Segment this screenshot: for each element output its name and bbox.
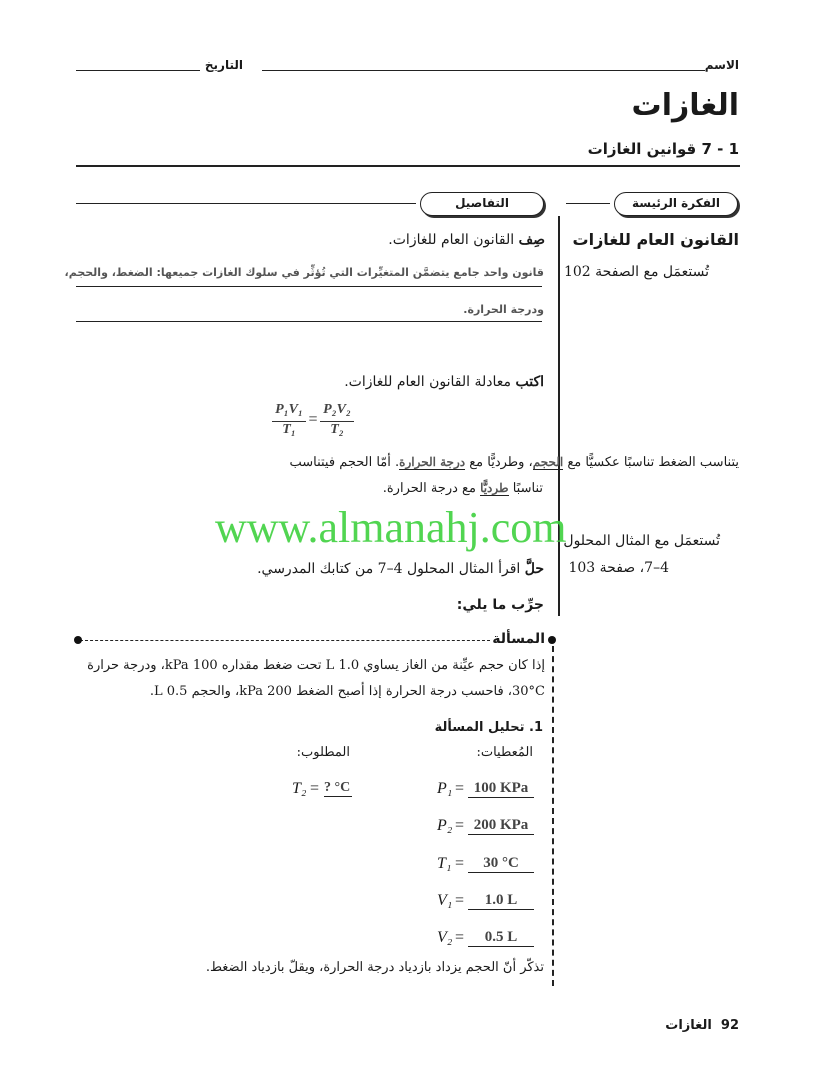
proportion-answer-volume[interactable]: الحجم [532, 455, 564, 469]
describe-answer-line2[interactable]: ودرجة الحرارة. [463, 303, 544, 316]
given-equals: = [455, 892, 465, 909]
main-idea-pill: الفكرة الرئيسة [614, 192, 738, 216]
proportion-text-4: تناسبًا [508, 481, 543, 496]
proportion-answer-direct[interactable]: طرديًّا [480, 481, 509, 495]
watermark: www.almanahj.com [215, 503, 567, 552]
try-prompt: جرِّب ما يلي: [456, 597, 544, 613]
remember-note: تذكّر أنّ الحجم يزداد بازدياد درجة الحرارة، ويقلّ بازدياد الضغط. [205, 960, 544, 975]
proportion-line-2 [383, 481, 543, 496]
details-pill: التفاصيل [420, 192, 544, 216]
problem-dashed-vertical [552, 646, 554, 986]
required-equals: = [310, 780, 320, 797]
given-equals: = [455, 855, 465, 872]
proportion-text-1: يتناسب الضغط تناسبًا عكسيًّا مع [563, 455, 739, 470]
given-value[interactable]: 200 KPa [468, 817, 534, 835]
write-eq-verb: اكتب [515, 374, 544, 390]
problem-line-2: 30°C، فاحسب درجة الحرارة إذا أصبح الضغط 200 kPa، والحجم 0.5 L. [149, 684, 545, 699]
dot-left [74, 636, 82, 644]
proportion-text-5: مع درجة الحرارة. [382, 481, 481, 496]
given-value[interactable]: 0.5 L [468, 929, 534, 947]
eq-left-denominator: T₁ [282, 422, 296, 437]
given-value[interactable]: 100 KPa [468, 780, 534, 798]
given-symbol: P₁ [437, 780, 453, 797]
section-rule [76, 165, 740, 167]
givens-label: المُعطيات: [476, 745, 533, 760]
date-label: التاريخ [204, 58, 243, 72]
proportion-answer-temperature[interactable]: درجة الحرارة [399, 455, 466, 469]
describe-answer-line1[interactable]: قانون واحد جامع يتضمَّن المتغيِّرات التي تُؤثِّر في سلوك الغازات جميعها: الضغط، والحجم، [64, 266, 544, 279]
given-value[interactable]: 1.0 L [468, 892, 534, 910]
footer-chapter: الغازات [665, 1018, 712, 1033]
required-symbol: T₂ [292, 780, 307, 797]
describe-text: القانون العام للغازات. [388, 232, 519, 248]
given-equals: = [455, 929, 465, 946]
write-eq-prompt [344, 374, 544, 390]
problem-line-1: إذا كان حجم عيِّنة من الغاز يساوي 1.0 L تحت ضغط مقداره 100 kPa، ودرجة حرارة [87, 658, 545, 673]
required-label: المطلوب: [296, 745, 350, 760]
given-symbol: P₂ [437, 817, 453, 834]
chapter-title: الغازات [631, 88, 739, 123]
solve-text: اقرأ المثال المحلول 4–7 من كتابك المدرسي. [257, 561, 525, 577]
write-eq-text: معادلة القانون العام للغازات. [344, 374, 516, 390]
solve-prompt [257, 561, 544, 577]
column-divider [558, 216, 560, 616]
main-idea-rule [566, 203, 610, 204]
eq-right-numerator: P₂V₂ [323, 402, 351, 417]
describe-verb: صِف [518, 232, 545, 248]
given-value[interactable]: 30 °C [468, 855, 534, 873]
answer-rule-2 [76, 321, 542, 322]
combined-gas-law-equation [272, 402, 356, 442]
problem-label: المسألة [492, 631, 545, 647]
eq-right-denominator: T₂ [330, 422, 344, 437]
sidebar-use-example-1: تُستعمَل مع المثال المحلول [563, 533, 720, 549]
given-symbol: T₁ [437, 855, 452, 872]
analysis-heading: 1. تحليل المسألة [434, 720, 543, 735]
problem-dashed-rule [80, 640, 490, 641]
answer-rule-1 [76, 286, 542, 287]
describe-prompt [388, 232, 545, 248]
sidebar-use-example-2: 4–7، صفحة 103 [568, 560, 669, 576]
given-symbol: V₁ [437, 892, 453, 909]
section-title: 1 - 7 قوانين الغازات [587, 140, 739, 158]
dot-right [548, 636, 556, 644]
date-line[interactable] [76, 70, 200, 71]
solve-verb: حلَّ [524, 561, 544, 577]
proportion-line-1 [75, 455, 739, 470]
page-number: 92 [720, 1018, 739, 1033]
eq-equals: = [308, 411, 318, 428]
given-equals: = [455, 817, 465, 834]
eq-left-numerator: P₁V₁ [275, 402, 303, 417]
details-rule [76, 203, 416, 204]
footer [665, 1018, 739, 1033]
given-equals: = [455, 780, 465, 797]
given-symbol: V₂ [437, 929, 453, 946]
sidebar-use-page: تُستعمَل مع الصفحة 102 [563, 264, 709, 280]
name-line[interactable] [262, 70, 705, 71]
sidebar-topic: القانون العام للغازات [572, 230, 739, 249]
required-value[interactable]: ? °C [324, 780, 351, 795]
proportion-text-2: ، وطرديًّا مع [465, 455, 533, 470]
proportion-text-3: . أمّا الحجم فيتناسب [289, 455, 400, 470]
name-label: الاسم [704, 58, 739, 72]
